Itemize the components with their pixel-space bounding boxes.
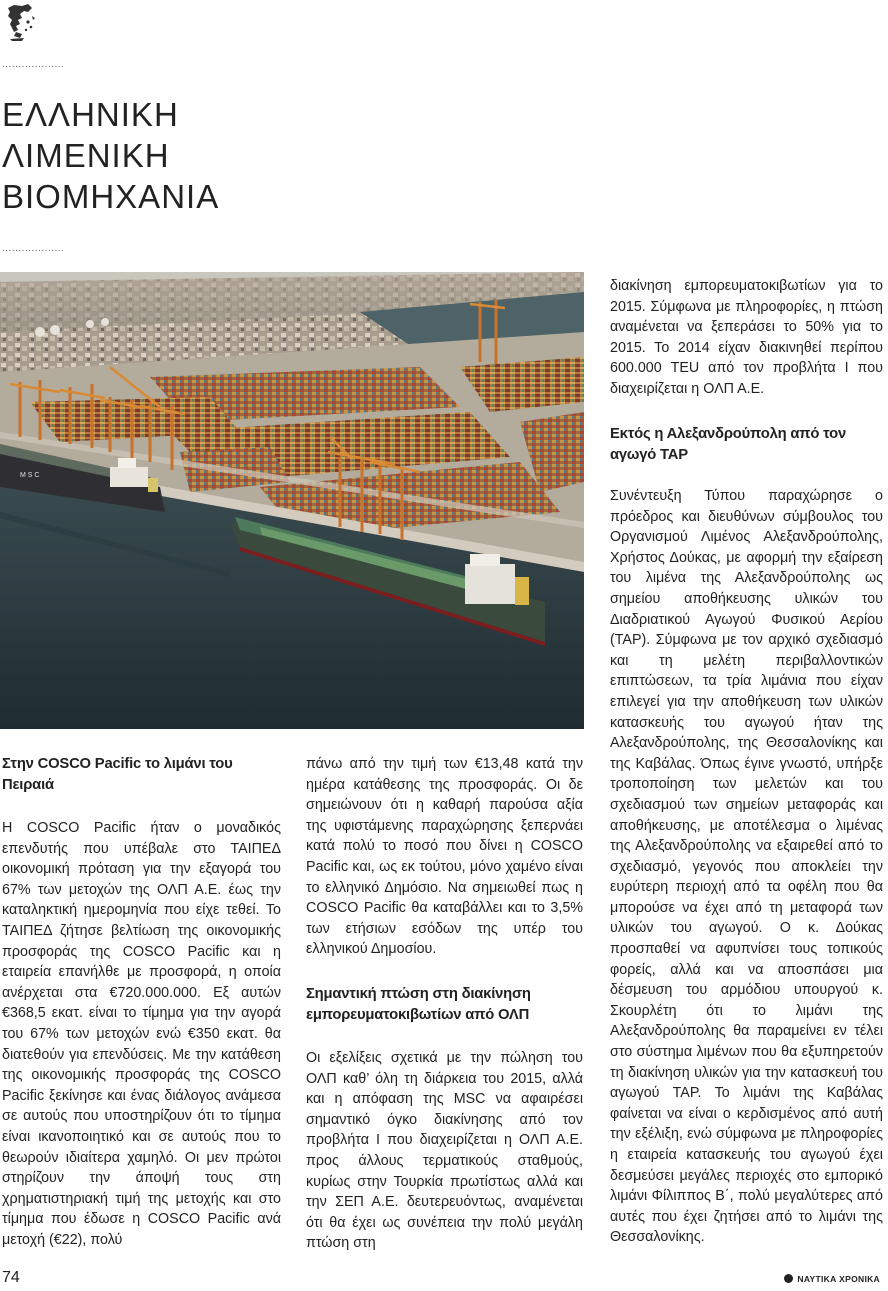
col3-body-bottom — [610, 486, 883, 1248]
aerial-photo-piraeus-container-terminal — [0, 272, 584, 729]
col3-paragraph-bottom: Συνέντευξη Τύπου παραχώρησε ο πρόεδρος και διευθύνων σύμβουλος του Οργανισμού Λιμένος Αλεξανδρούπολης, Χρήστος Δούκας, με αφορμή την εξαίρεση του λιμένα της Αλεξανδρούπολης ως σημείου αποθήκευσης υλικών του Διαδριατικού Αγωγού Φυσικού Αερίου (TAP). Σύμφωνα με τον αρχικό σχεδιασμό και τη μελέτη περιβαλλοντικών επιπτώσεων, τα τρία λιμάνια που είχαν επιλεγεί για την αποθήκευση των υλικών κατασκευής του αγωγού ήταν της Αλεξανδρούπολης, της Θεσσαλονίκης και της Καβάλας. Όπως έγινε γνωστό, υπήρξε τροποποίηση των μελετών και του σχεδιασμού των σημείων μεταφοράς και αποθήκευσης, με αποτέλεσμα ο λιμένας της Αλεξανδρούπολης να εξαιρεθεί από το σχεδιασμό, γεγονός που αποκλείει την ευρύτερη περιοχή από τα οφέλη που θα μπορούσε να έχει από τη μεταφορά των υλικών του αγωγού. Ο κ. Δούκας προσπαθεί να αφυπνίσει τους τοπικούς φορείς, αλλά και να αποσπάσει μια δέσμευση του αρμόδιου υπουργού κ. Σκουρλέτη ότι το λιμάνι της Αλεξανδρούπολης θα παραμείνει εν τέλει στο σύστημα λιμένων που θα εξυπηρετούν τη διακίνηση υλικών για την κατασκευή του αγωγού TAP. Το λιμάνι της Καβάλας φαίνεται να είναι ο κερδισμένος από αυτή την εξέλιξη, ενώ σύμφωνα με πληροφορίες η εταιρεία κατασκευής του αγωγού έχει δεσμεύσει μεγάλες περιοχές στο εμπορικό λιμάνι Φίλιππος Β΄, πολύ μεγαλύτερες από αυτές που έχει ζητήσει από το λιμάνι της Θεσσαλονίκης. — [610, 488, 883, 1246]
brand-name: ΝΑΥΤΙΚΑ ΧΡΟΝΙΚΑ — [797, 1274, 880, 1284]
section-title-line-2: ΛΙΜΕΝΙΚΗ — [2, 137, 170, 174]
col3-heading: Εκτός η Αλεξανδρούπολη από τον αγωγό TAP — [610, 426, 846, 463]
col1-body — [2, 818, 281, 1250]
ship-label-msc: M S C — [20, 472, 40, 479]
col2-body-bottom — [306, 1048, 583, 1254]
brand-logo-icon — [784, 1274, 793, 1283]
col2-heading: Σημαντική πτώση στη διακίνηση εμπορευματοκιβωτίων από ΟΛΠ — [306, 986, 531, 1023]
greece-map-logo — [2, 2, 38, 42]
section-title-line-1: ΕΛΛΗΝΙΚΗ — [2, 96, 179, 133]
col1-paragraph: Η COSCO Pacific ήταν ο μοναδικός επενδυτής που υπέβαλε στο ΤΑΙΠΕΔ οικονομική πρόταση για την εξαγορά του 67% των μετοχών της ΟΛΠ Α.Ε. έως την καταληκτική ημερομηνία που είχε τεθεί. Το ΤΑΙΠΕΔ ζήτησε βελτίωση της οικονομικής προσφοράς της COSCO Pacific και η εταιρεία επανήλθε με προσφορά, η οποία ανέρχεται στα €720.000.000. Εξ αυτών €368,5 εκατ. είναι το τίμημα για την αγορά του 67% των μετοχών ενώ €350 εκατ. θα διατεθούν για επενδύσεις. Με την κατάθεση της οικονομικής προσφοράς της COSCO Pacific ξεκίνησε και ένας διάλογος ανάμεσα σε αυτούς που υποστηρίζουν ότι το τίμημα είναι ικανοποιητικό και σε αυτούς που το θεωρούν ιδιαίτερα χαμηλό. Οι μεν πρώτοι στηρίζουν την άποψή τους στη χρηματιστηριακή τιμή της μετοχής και στο τίμημα που έδωσε η COSCO Pacific ανά μετοχή (€22), πολύ — [2, 820, 281, 1248]
col2-body-top — [306, 754, 583, 960]
magazine-brand — [784, 1274, 880, 1284]
col2-paragraph-top: πάνω από την τιμή των €13,48 κατά την ημέρα κατάθεσης της προσφοράς. Οι δε σημειώνουν ότι η καθαρή παρούσα αξία της υφιστάμενης παραχώρησης ξεπερνάει κατά πολύ το ποσό που δίνει η COSCO Pacific και, ως εκ τούτου, μόνο χαμένο είναι το ελληνικό Δημόσιο. Να σημειωθεί πως η COSCO Pacific θα καταβάλλει και το 3,5% των ετήσιων εσόδων της υπέρ του ελληνικού Δημοσίου. — [306, 756, 583, 958]
col3-paragraph-top: διακίνηση εμπορευματοκιβωτίων για το 2015. Σύμφωνα με πληροφορίες, η πτώση αναμένεται να ξεπεράσει το 50% για το 2015. Το 2014 είχαν διακινηθεί περίπου 600.000 TEU από τον προβλήτα Ι που διαχειρίζεται η ΟΛΠ Α.Ε. — [610, 278, 883, 397]
page-number: 74 — [2, 1269, 20, 1286]
section-title — [2, 94, 302, 217]
col3-body-top — [610, 276, 883, 400]
separator-top: ................... — [2, 59, 65, 70]
col1-heading: Στην COSCO Pacific το λιμάνι του Πειραιά — [2, 756, 233, 793]
section-title-line-3: ΒΙΟΜΗΧΑΝΙΑ — [2, 178, 220, 215]
separator-bottom: ................... — [2, 243, 65, 254]
col2-paragraph-bottom: Οι εξελίξεις σχετικά με την πώληση του ΟΛΠ καθ’ όλη τη διάρκεια του 2015, αλλά και η απόφαση της MSC να αφαιρέσει σημαντικό όγκο διακίνησης από τον προβλήτα Ι που διαχειρίζεται η ΟΛΠ Α.Ε. προς άλλους τερματικούς σταθμούς, κυρίως στην Τουρκία πρωτίστως αλλά και την ΣΕΠ Α.Ε. δευτερευόντως, αναμένεται ότι θα έχει ως συνέπεια την πολύ μεγάλη πτώση στη — [306, 1050, 583, 1252]
